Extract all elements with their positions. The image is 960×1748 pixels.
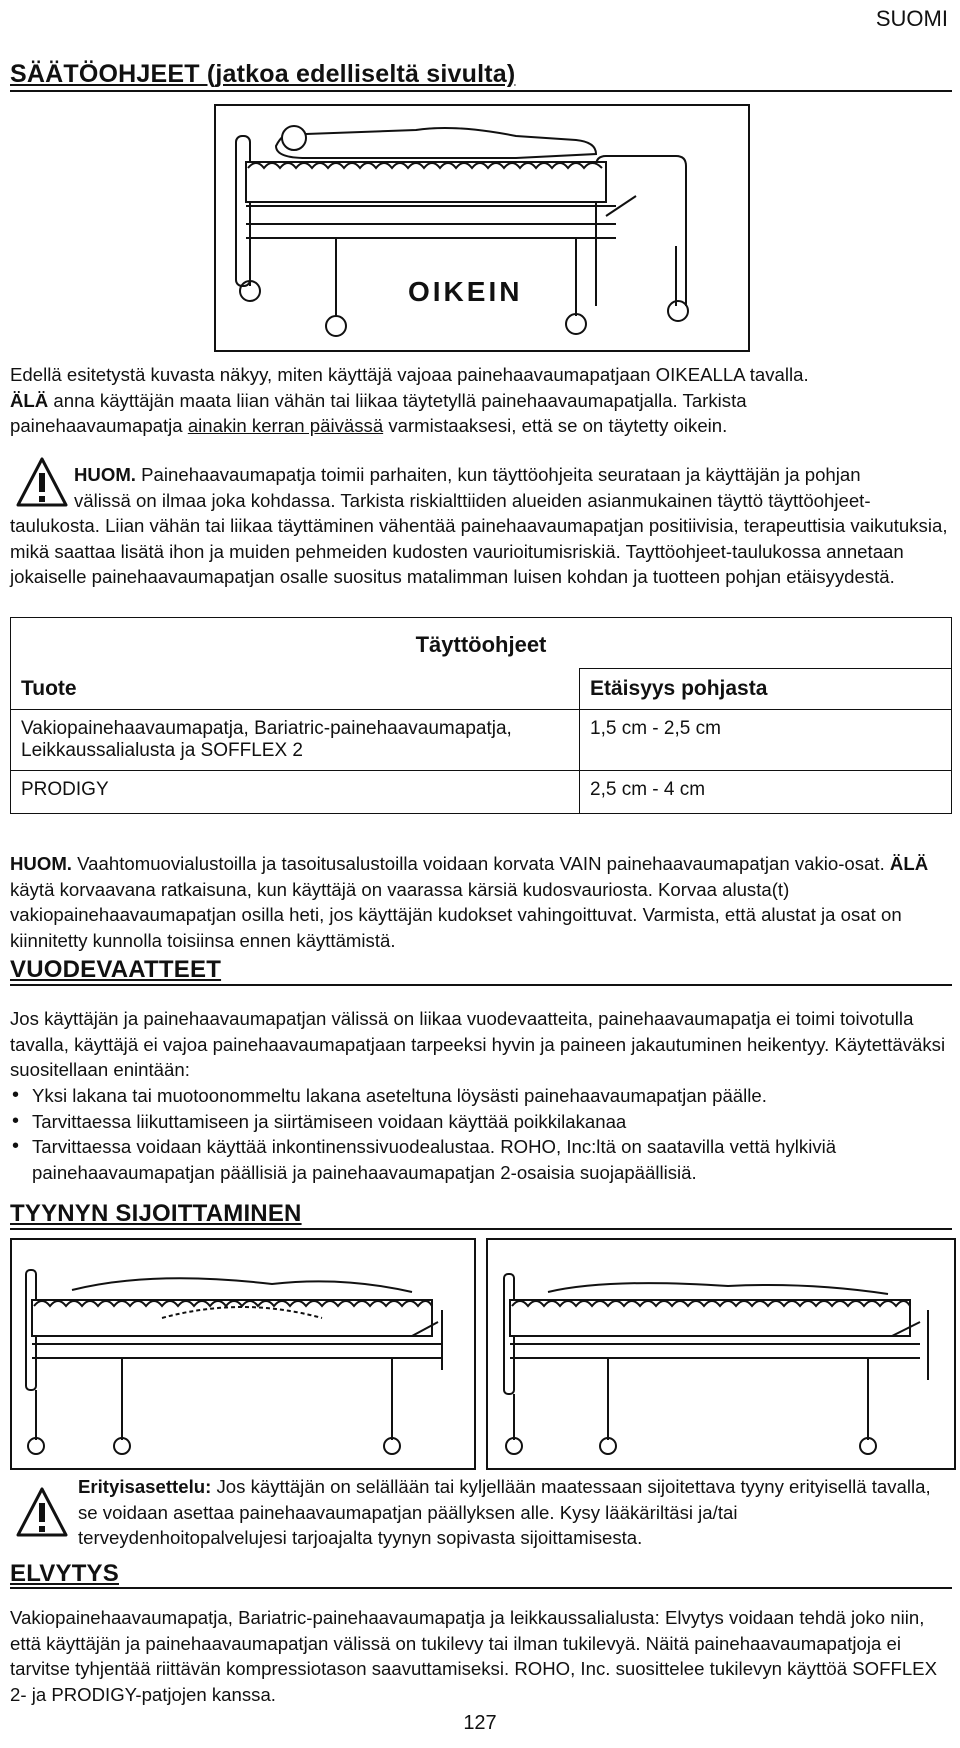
bedding-list xyxy=(10,1083,950,1185)
page-title: SÄÄTÖOHJEET (jatkoa edelliseltä sivulta) xyxy=(10,60,516,88)
pillow-illustration-left xyxy=(10,1238,476,1470)
list-item: • Tarvittaessa liikuttamiseen ja siirtämiseen voidaan käyttää poikkilakanaa xyxy=(10,1109,950,1135)
warning-triangle-icon xyxy=(16,1486,68,1538)
pillow-special-note xyxy=(78,1474,944,1551)
table-header-product: Tuote xyxy=(11,669,580,710)
pillow-note-text: Jos käyttäjän on selällään tai kyljellään maatessaan sijoitettava tyyny erityisellä tavalla, se voidaan asettaa painehaavaumapatjan päällyksen alle. Kysy lääkäriltäsi ja/tai terveydenhoitopalvelujesi tarjoajalta tyynyn sopivasta sijoittamisesta. xyxy=(78,1476,931,1548)
language-label: SUOMI xyxy=(875,6,948,31)
table-title: Täyttöohjeet xyxy=(11,618,952,669)
figure-caption: OIKEIN xyxy=(408,276,523,307)
fill-instructions-table xyxy=(10,617,952,814)
note-1-line-1: Painehaavaumapatja toimii parhaiten, kun täyttöohjeita seurataan ja käyttäjän ja pohjan xyxy=(135,464,861,485)
table-cell-distance: 2,5 cm - 4 cm xyxy=(580,771,952,814)
section-heading-cpr: ELVYTYS xyxy=(10,1560,119,1587)
table-header-distance: Etäisyys pohjasta xyxy=(580,669,952,710)
intro-line-3-end: varmistaaksesi, että se on täytetty oikein. xyxy=(383,415,728,436)
note-2 xyxy=(10,851,950,953)
table-row xyxy=(11,771,952,814)
cpr-paragraph: Vakiopainehaavaumapatja, Bariatric-painehaavaumapatja ja leikkaussalialusta: Elvytys voidaan tehdä joko niin, että käyttäjän ja painehaavaumapatjan välissä on tukilevy tai ilman tukilevyä. Näitä painehaavaumapatjoja ei tarvitse tyhjentää riittävän kompressiotason saavuttamiseksi. ROHO, Inc. suosittelee tukilevyn käyttöä SOFFLEX 2- ja PRODIGY-patjojen kanssa. xyxy=(10,1607,937,1705)
bed-with-pillow-drawing xyxy=(12,1240,474,1468)
intro-line-3-start: painehaavaumapatja xyxy=(10,415,188,436)
warning-triangle-icon xyxy=(16,456,68,508)
table-cell-product: PRODIGY xyxy=(11,771,580,814)
bedding-rule xyxy=(10,984,952,986)
title-rule xyxy=(10,90,952,92)
intro-warning-word: ÄLÄ xyxy=(10,389,49,411)
note-1-label: HUOM. xyxy=(74,464,136,485)
note-2-label: HUOM. xyxy=(10,853,72,874)
page-number: 127 xyxy=(463,1712,497,1734)
list-item: • Yksi lakana tai muotoonommeltu lakana aseteltuna löysästi painehaavaumapatjan päälle. xyxy=(10,1083,950,1109)
section-heading-pillow: TYYNYN SIJOITTAMINEN xyxy=(10,1200,302,1227)
intro-line-2: anna käyttäjän maata liian vähän tai liikaa täytetyllä painehaavaumapatjalla. Tarkista xyxy=(48,389,747,411)
intro-line-1: Edellä esitetystä kuvasta näkyy, miten käyttäjä vajoaa painehaavaumapatjaan OIKEALLA tavalla. xyxy=(10,364,809,385)
bedding-intro: Jos käyttäjän ja painehaavaumapatjan välissä on liikaa vuodevaatteita, painehaavaumapatja ei toimi toivotulla tavalla, käyttäjä ei vajoa painehaavaumapatjaan tarpeeksi hyvin ja paineen jakautuminen heikentyy. Käytettäväksi suositellaan enintään: xyxy=(10,1008,946,1080)
pillow-illustration-right xyxy=(486,1238,956,1470)
note-1-head xyxy=(74,462,944,513)
table-cell-distance: 1,5 cm - 2,5 cm xyxy=(580,710,952,771)
bed-drawing xyxy=(216,106,748,350)
bed-without-pillow-drawing xyxy=(488,1240,954,1468)
table-row xyxy=(11,710,952,771)
note-1-line-2: välissä on ilmaa joka kohdassa. Tarkista riskialttiiden alueiden asianmukainen täyttö täyttöohjeet- xyxy=(74,489,871,511)
pillow-rule xyxy=(10,1228,952,1230)
bed-illustration-correct xyxy=(214,104,750,352)
list-item: • Tarvittaessa voidaan käyttää inkontinenssivuodealustaa. ROHO, Inc:ltä on saatavilla vettä hylkiviä painehaavaumapatjan päällisiä ja painehaavaumapatjan 2-osaisia suojapäällisiä. xyxy=(10,1134,950,1185)
note-2-warning-word: ÄLÄ xyxy=(889,853,929,874)
intro-paragraph xyxy=(10,362,950,439)
note-1-body: taulukosta. Liian vähän tai liikaa täyttäminen vähentää painehaavaumapatjan positiivisia, terapeuttisia vaikutuksia, mikä saattaa lisätä ihon ja muiden pehmeiden kudosten vaurioitumisriskiä. Tayttöohjeet-taulukossa annetaan jokaiselle painehaavaumapatjan osalle suositus matalimman luisen kohdan ja tuotteen pohjan etäisyydestä. xyxy=(10,515,948,587)
note-2-text-1: Vaahtomuovialustoilla ja tasoitusalustoilla voidaan korvata VAIN painehaavaumapatjan vakio-osat. xyxy=(71,853,890,874)
section-heading-bedding: VUODEVAATTEET xyxy=(10,956,222,983)
pillow-note-label: Erityisasettelu: xyxy=(78,1476,212,1497)
intro-underlined-phrase: ainakin kerran päivässä xyxy=(187,415,384,436)
note-2-text-2: käytä korvaavana ratkaisuna, kun käyttäjä on vaarassa kärsiä kudosvauriosta. Korvaa alusta(t) vakiopainehaavaumapatjan osilla heti, jos käyttäjän kudokset vahingoittuvat. Varmista, että alustat ja osat on kiinnitetty kunnolla toisiinsa ennen käyttämistä. xyxy=(10,878,902,951)
cpr-rule xyxy=(10,1587,952,1589)
table-cell-product: Vakiopainehaavaumapatja, Bariatric-painehaavaumapatja, Leikkaussalialusta ja SOFFLEX 2 xyxy=(11,710,580,771)
